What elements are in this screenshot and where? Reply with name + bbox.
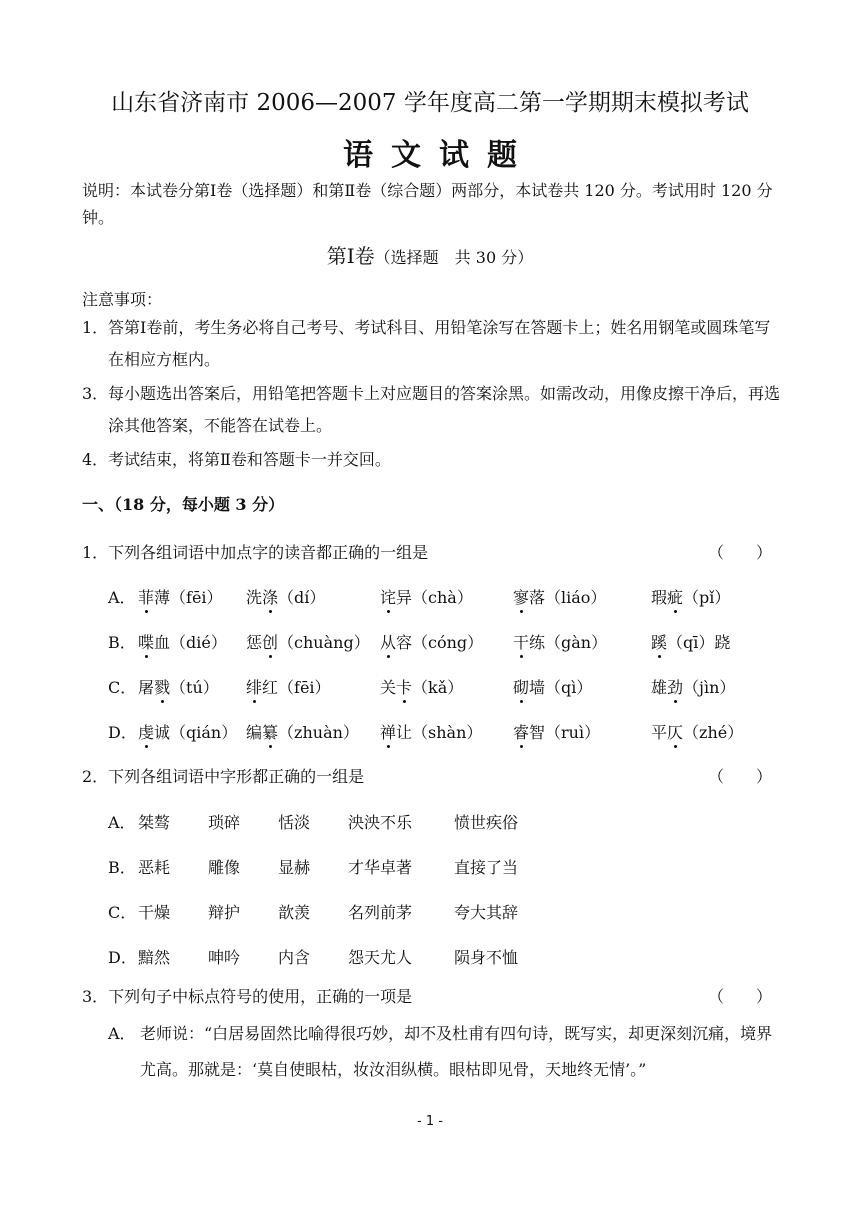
option-item: [138, 675, 219, 698]
dotted-character: 仄: [667, 720, 683, 743]
note-number: 4．: [82, 450, 109, 469]
option-label: A．: [108, 813, 136, 832]
dotted-character: 疵: [667, 585, 683, 608]
page-number: - 1 -: [417, 1114, 443, 1129]
note-item: [82, 312, 782, 376]
option-item: [380, 675, 463, 698]
item-prefix: 编: [246, 723, 263, 742]
option-item: [246, 585, 325, 608]
item-suffix: 墙（qì）: [529, 678, 593, 697]
item-suffix: 智（ruì）: [529, 723, 601, 742]
option-word: 黯然: [138, 948, 171, 967]
option-item: [246, 720, 359, 743]
part-title-text: 第Ⅰ卷: [326, 244, 375, 268]
dotted-character: 禅: [380, 720, 396, 743]
option-label: B．: [108, 633, 136, 652]
dotted-character: 菲: [138, 585, 154, 608]
option-word: 名列前茅: [348, 903, 413, 922]
dotted-character: 创: [262, 630, 278, 653]
option-item: [651, 585, 730, 608]
option-label: D．: [108, 948, 137, 967]
option-word: 内含: [278, 948, 311, 967]
item-suffix: 让（shàn）: [396, 723, 483, 742]
question-3-option-a: [108, 1016, 784, 1088]
option-item: [513, 630, 607, 653]
exam-intro: 说明：本试卷分第Ⅰ卷（选择题）和第Ⅱ卷（综合题）两部分，本试卷共 120 分。考试用时 120 分钟。: [82, 181, 773, 227]
option-word: 恬淡: [278, 813, 311, 832]
item-suffix: （qī）跷: [667, 633, 731, 652]
item-suffix: 练（gàn）: [529, 633, 608, 652]
question-stem: 2．下列各组词语中字形都正确的一组是: [82, 767, 365, 786]
item-suffix: （dí）: [278, 588, 326, 607]
option-word: 直接了当: [454, 858, 519, 877]
exam-header-title: 山东省济南市 2006—2007 学年度高二第一学期期末模拟考试: [111, 90, 749, 116]
dotted-character: 蹊: [651, 630, 667, 653]
note-item: [82, 444, 782, 476]
question-stem: 1．下列各组词语中加点字的读音都正确的一组是: [82, 543, 429, 562]
dotted-character: 喋: [138, 630, 154, 653]
answer-paren: （ ）: [707, 543, 772, 562]
option-word: 干燥: [138, 903, 171, 922]
item-prefix: 平: [651, 723, 668, 742]
item-suffix: 诚（qián）: [154, 723, 238, 742]
option-word: 怨天尤人: [348, 948, 413, 967]
item-suffix: 容（cóng）: [396, 633, 484, 652]
item-prefix: 瑕: [651, 588, 668, 607]
item-prefix: 雄: [651, 678, 668, 697]
dotted-character: 诧: [380, 585, 396, 608]
item-suffix: （zhuàn）: [278, 723, 359, 742]
option-word: 恶耗: [138, 858, 171, 877]
item-suffix: 异（chà）: [396, 588, 473, 607]
option-item: [246, 675, 331, 698]
dotted-character: 干: [513, 630, 529, 653]
dotted-character: 虔: [138, 720, 154, 743]
option-word: 歆羡: [278, 903, 311, 922]
option-word: 才华卓著: [348, 858, 413, 877]
dotted-character: 涤: [262, 585, 278, 608]
option-item: [380, 720, 482, 743]
option-text: 老师说：“白居易固然比喻得很巧妙，却不及杜甫有四句诗，既写实，却更深刻沉痛，境界尤高。那就是：‘莫自使眼枯，妆汝泪纵横。眼枯即见骨，天地终无情’。”: [140, 1024, 773, 1079]
option-item: [138, 720, 237, 743]
item-suffix: （jìn）: [683, 678, 736, 697]
option-item: [380, 585, 473, 608]
note-text: 答第Ⅰ卷前，考生务必将自己考号、考试科目、用铅笔涂写在答题卡上；姓名用钢笔或圆珠笔写在相应方框内。: [108, 318, 771, 369]
note-text: 每小题选出答案后，用铅笔把答题卡上对应题目的答案涂黑。如需改动，用像皮擦干净后，再选涂其他答案，不能答在试卷上。: [108, 384, 781, 435]
item-suffix: 落（liáo）: [529, 588, 607, 607]
note-number: 3．: [82, 384, 109, 403]
option-label: A．: [108, 1024, 136, 1043]
question-stem: 3．下列句子中标点符号的使用，正确的一项是: [82, 987, 413, 1006]
part-one-title: [0, 240, 860, 269]
option-word: 显赫: [278, 858, 311, 877]
option-item: [513, 675, 592, 698]
item-prefix: 惩: [246, 633, 263, 652]
option-word: 雕像: [208, 858, 241, 877]
item-prefix: 洗: [246, 588, 263, 607]
item-prefix: 关: [380, 678, 397, 697]
dotted-character: 砌: [513, 675, 529, 698]
notes-heading: 注意事项：: [82, 290, 163, 309]
option-item: [138, 585, 223, 608]
option-label: D．: [108, 723, 137, 742]
option-item: [513, 720, 600, 743]
option-label: B．: [108, 858, 136, 877]
part-subtitle: （选择题 共 30 分）: [374, 248, 534, 267]
dotted-character: 戮: [154, 675, 170, 698]
item-prefix: 屠: [138, 678, 155, 697]
item-suffix: 红（fēi）: [262, 678, 331, 697]
option-item: [651, 675, 735, 698]
dotted-character: 寥: [513, 585, 529, 608]
answer-paren: （ ）: [707, 767, 772, 786]
dotted-character: 劲: [667, 675, 683, 698]
note-text: 考试结束，将第Ⅱ卷和答题卡一并交回。: [108, 450, 391, 469]
option-word: 陨身不恤: [454, 948, 519, 967]
option-label: A．: [108, 588, 136, 607]
dotted-character: 睿: [513, 720, 529, 743]
option-item: [246, 630, 370, 653]
option-word: 桀骜: [138, 813, 171, 832]
option-item: [651, 720, 743, 743]
option-item: [513, 585, 606, 608]
item-suffix: （zhé）: [683, 723, 744, 742]
dotted-character: 卡: [396, 675, 412, 698]
item-suffix: （kǎ）: [412, 678, 464, 697]
note-number: 1．: [82, 318, 109, 337]
item-suffix: （pǐ）: [683, 588, 731, 607]
item-suffix: （chuàng）: [278, 633, 370, 652]
option-item: [651, 630, 730, 653]
dotted-character: 绯: [246, 675, 262, 698]
note-item: [82, 378, 782, 442]
item-suffix: 血（dié）: [154, 633, 227, 652]
option-word: 愤世疾俗: [454, 813, 519, 832]
dotted-character: 纂: [262, 720, 278, 743]
option-word: 泱泱不乐: [348, 813, 413, 832]
answer-paren: （ ）: [707, 987, 772, 1006]
option-word: 夸大其辞: [454, 903, 519, 922]
option-word: 辩护: [208, 903, 241, 922]
option-label: C．: [108, 678, 137, 697]
exam-main-title: 语文试题: [343, 138, 535, 173]
option-item: [380, 630, 483, 653]
dotted-character: 从: [380, 630, 396, 653]
option-word: 呻吟: [208, 948, 241, 967]
item-suffix: （tú）: [170, 678, 219, 697]
item-suffix: 薄（fēi）: [154, 588, 223, 607]
section-heading: 一、（18 分，每小题 3 分）: [82, 495, 285, 514]
option-label: C．: [108, 903, 137, 922]
option-word: 琐碎: [208, 813, 241, 832]
option-item: [138, 630, 227, 653]
